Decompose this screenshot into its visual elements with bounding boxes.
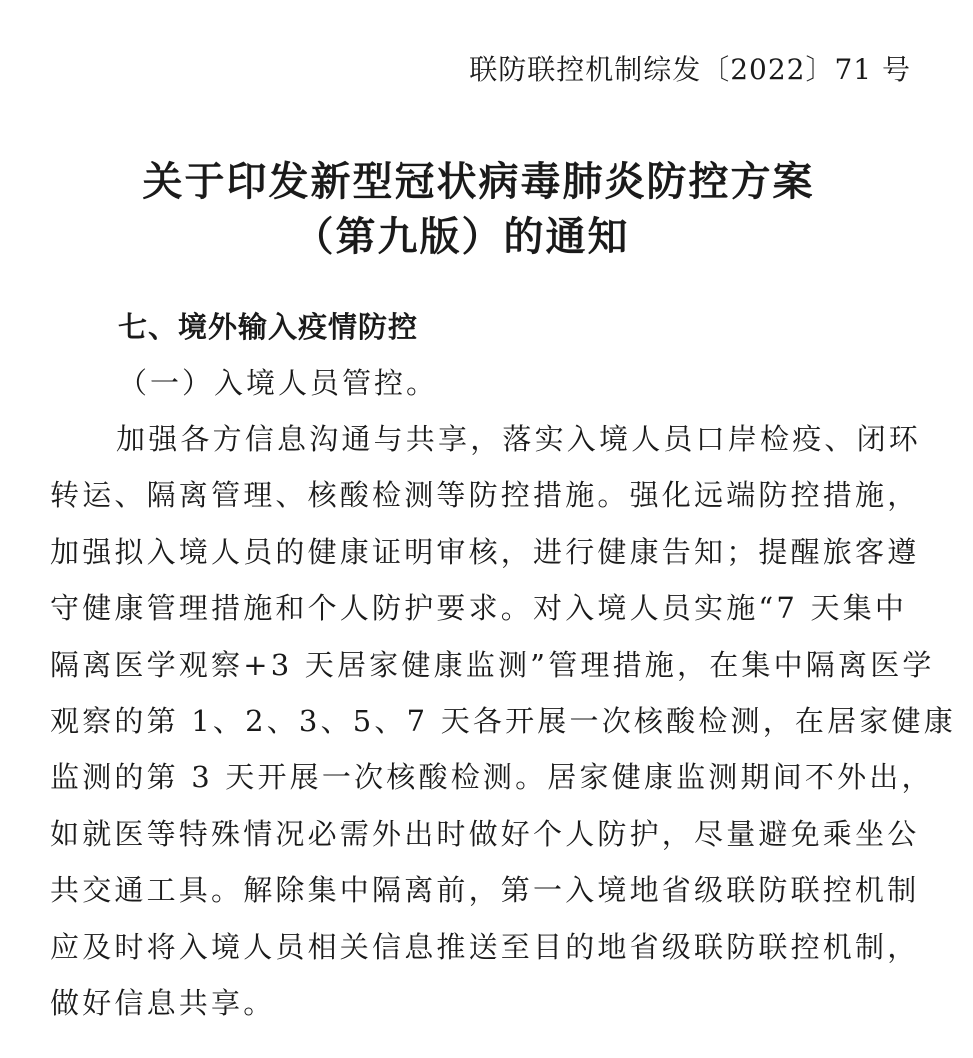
paragraph-line: 转运、隔离管理、核酸检测等防控措施。强化远端防控措施， [50, 478, 920, 513]
paragraph-line: 监测的第 3 天开展一次核酸检测。居家健康监测期间不外出， [50, 760, 934, 795]
section-heading: 七、境外输入疫情防控 [118, 310, 419, 344]
paragraph-line: 隔离医学观察+3 天居家健康监测”管理措施，在集中隔离医学 [50, 647, 935, 682]
paragraph-line: 做好信息共享。 [50, 985, 276, 1020]
body-paragraph [50, 411, 956, 1031]
paragraph-line: 如就医等特殊情况必需外出时做好个人防护，尽量避免乘坐公 [50, 816, 920, 851]
subsection-heading: （一）入境人员管控。 [118, 366, 439, 400]
document-number: 联防联控机制综发〔2022〕71 号 [469, 53, 911, 86]
paragraph-line: 守健康管理措施和个人防护要求。对入境人员实施“7 天集中 [50, 591, 908, 626]
paragraph-line: 共交通工具。解除集中隔离前，第一入境地省级联防联控机制 [50, 873, 920, 908]
document-title-line-1: 关于印发新型冠状病毒肺炎防控方案 [142, 159, 815, 205]
paragraph-line: 应及时将入境人员相关信息推送至目的地省级联防联控机制， [50, 929, 920, 964]
document-title-line-2: （第九版）的通知 [293, 214, 630, 260]
paragraph-line: 加强各方信息沟通与共享，落实入境人员口岸检疫、闭环 [116, 422, 922, 456]
paragraph-line: 加强拟入境人员的健康证明审核，进行健康告知；提醒旅客遵 [50, 534, 920, 569]
paragraph-line: 观察的第 1、2、3、5、7 天各开展一次核酸检测，在居家健康 [50, 703, 956, 738]
